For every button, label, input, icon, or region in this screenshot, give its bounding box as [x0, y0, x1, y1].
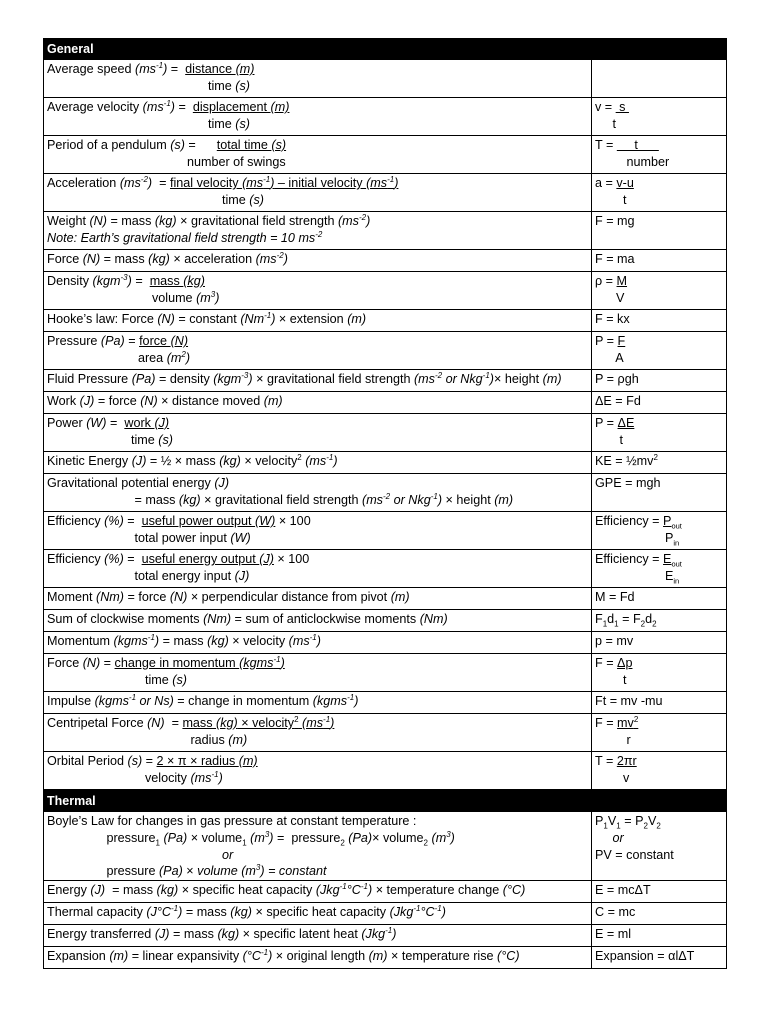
formula-row [43, 588, 727, 610]
formula-equation: F = mg [595, 214, 635, 228]
formula-description: Fluid Pressure (Pa) = density (kgm$^{-3}$) × gravitational field strength ($ms^{-2}$ or Nkg$^{-1}$)× height (m) [44, 370, 592, 391]
formula-equation: F = kx [595, 312, 630, 326]
formula-row [43, 474, 727, 512]
formula-description: Orbital Period (s) = 2 × π × radius (m) velocity $(ms^{-1})$ [44, 752, 592, 789]
formula-description: Expansion (m) = linear expansivity $(^\circ C^{-1})$ × original length (m) × temperature rise (°C) [44, 947, 592, 968]
formula-description: Energy transferred (J) = mass (kg) × specific latent heat (Jkg$^{-1}$) [44, 925, 592, 946]
formula-row [43, 272, 727, 310]
formula-row [43, 714, 727, 752]
formula-row [43, 310, 727, 332]
formula-row [43, 925, 727, 947]
formula-description: Average velocity $(ms^{-1})$ = displacement (m) time (s) [44, 98, 592, 135]
formula-equation [592, 60, 726, 97]
formula-description: Power (W) = work (J) time (s) [44, 414, 592, 451]
formula-sheet [43, 38, 727, 969]
formula-equation: E = mcΔT [595, 883, 651, 897]
formula-description: Hooke’s law: Force (N) = constant $(Nm^{-1})$ × extension (m) [44, 310, 592, 331]
formula-row [43, 392, 727, 414]
formula-description: Work (J) = force (N) × distance moved (m) [44, 392, 592, 413]
formula-equation: GPE = mgh [595, 476, 661, 490]
formula-equation: Efficiency = $P_{out}$ $P_{in}$ [595, 514, 682, 548]
formula-equation: M = Fd [595, 590, 635, 604]
formula-row [43, 692, 727, 714]
formula-equation: P = ΔE t [595, 416, 635, 447]
formula-row [43, 332, 727, 370]
formula-description: Density (kgm$^{-3}$) = mass (kg) volume $(m^3)$ [44, 272, 592, 309]
formula-description: Gravitational potential energy (J) = mass (kg) × gravitational field strength ($ms^{-2}$ or Nkg$^{-1}$) × height (m) [44, 474, 592, 511]
formula-row [43, 632, 727, 654]
formula-description: Force (N) = mass (kg) × acceleration $(ms^{-2})$ [44, 250, 592, 271]
formula-equation: $F = mv^2$ r [595, 714, 639, 747]
formula-description: Period of a pendulum (s) = total time (s) number of swings [44, 136, 592, 173]
formula-description: Pressure (Pa) = force (N) area $(m^2)$ [44, 332, 592, 369]
formula-row [43, 947, 727, 969]
formula-row [43, 414, 727, 452]
formula-description: Acceleration $(ms^{-2})$ = final velocity $(ms^{-1})$ – initial velocity $(ms^{-1})$ time (s) [44, 174, 592, 211]
formula-equation: T = 2πr v [595, 754, 637, 785]
formula-equation: Expansion = αlΔT [595, 949, 695, 963]
formula-equation: P = F A [595, 334, 626, 365]
formula-equation: E = ml [595, 927, 632, 941]
formula-description: Kinetic Energy (J) = ½ × mass (kg) × velocity$^2$ $(ms^{-1})$ [44, 452, 592, 473]
formula-description: Force (N) = change in momentum (kgms$^{-1}$) time (s) [44, 654, 592, 691]
formula-row [43, 250, 727, 272]
formula-description: Thermal capacity $(J^\circ C^{-1})$ = mass (kg) × specific heat capacity $(Jkg^{-1}^\circ C^{-1})$ [44, 903, 592, 924]
formula-row [43, 550, 727, 588]
formula-row [43, 812, 727, 881]
formula-description: Efficiency (%) = useful power output (W) × 100 total power input (W) [44, 512, 592, 549]
formula-equation: C = mc [595, 905, 636, 919]
formula-equation: Efficiency = $E_{out}$ $E_{in}$ [595, 552, 682, 586]
formula-equation: $F_1d_1 = F_2d_2$ [595, 612, 657, 629]
formula-row [43, 136, 727, 174]
formula-description: Boyle’s Law for changes in gas pressure at constant temperature : pressure$_1$ (Pa) × volume$_1$ $(m^3)$ = pressure$_2$ (Pa)× volume$_2$ $(m^3)$ or pressure (Pa) × volume $(m^3)$ = constant [44, 812, 592, 880]
formula-equation: P = ρgh [595, 372, 639, 386]
section-header-general: General [43, 38, 727, 60]
formula-equation: a = v-u t [595, 176, 634, 207]
formula-row [43, 752, 727, 790]
formula-row [43, 610, 727, 632]
formula-description: Centripetal Force (N) = mass (kg) × velocity$^2$ $(ms^{-1})$ radius (m) [44, 714, 592, 751]
formula-equation: F = Δp t [595, 656, 633, 687]
formula-row [43, 60, 727, 98]
section-header-thermal: Thermal [43, 790, 727, 812]
formula-description: Impulse (kgms$^{-1}$ or Ns) = change in momentum (kgms$^{-1}$) [44, 692, 592, 713]
formula-equation: F = ma [595, 252, 635, 266]
formula-equation: KE = $\frac{1}{2}mv^2$ [595, 452, 658, 468]
formula-description: Sum of clockwise moments (Nm) = sum of anticlockwise moments (Nm) [44, 610, 592, 631]
formula-row [43, 654, 727, 692]
formula-row [43, 903, 727, 925]
formula-row [43, 452, 727, 474]
formula-row [43, 512, 727, 550]
formula-row [43, 370, 727, 392]
formula-row [43, 881, 727, 903]
formula-description: Efficiency (%) = useful energy output (J) × 100 total energy input (J) [44, 550, 592, 587]
formula-equation: Ft = mv -mu [595, 694, 663, 708]
formula-description: Momentum (kgms$^{-1}$) = mass (kg) × velocity $(ms^{-1})$ [44, 632, 592, 653]
formula-equation: $P_1V_1 = P_2V_2$ or PV = constant [595, 814, 674, 862]
formula-description: Energy (J) = mass (kg) × specific heat capacity $(Jkg^{-1}^\circ C^{-1})$ × temperature change (°C) [44, 881, 592, 902]
formula-row [43, 174, 727, 212]
formula-equation: v = s t [595, 100, 629, 131]
formula-equation: ρ = M V [595, 274, 628, 305]
formula-equation: T = t number [595, 138, 670, 169]
formula-description: Weight (N) = mass (kg) × gravitational field strength $(ms^{-2})$ Note: Earth’s gravitational field strength = 10 $ms^{-2}$ [44, 212, 592, 249]
formula-equation: p = mv [595, 634, 634, 648]
formula-description: Average speed $(ms^{-1})$ = distance (m) time (s) [44, 60, 592, 97]
formula-row [43, 212, 727, 250]
formula-description: Moment (Nm) = force (N) × perpendicular distance from pivot (m) [44, 588, 592, 609]
formula-equation: ΔE = Fd [595, 394, 641, 408]
formula-row [43, 98, 727, 136]
